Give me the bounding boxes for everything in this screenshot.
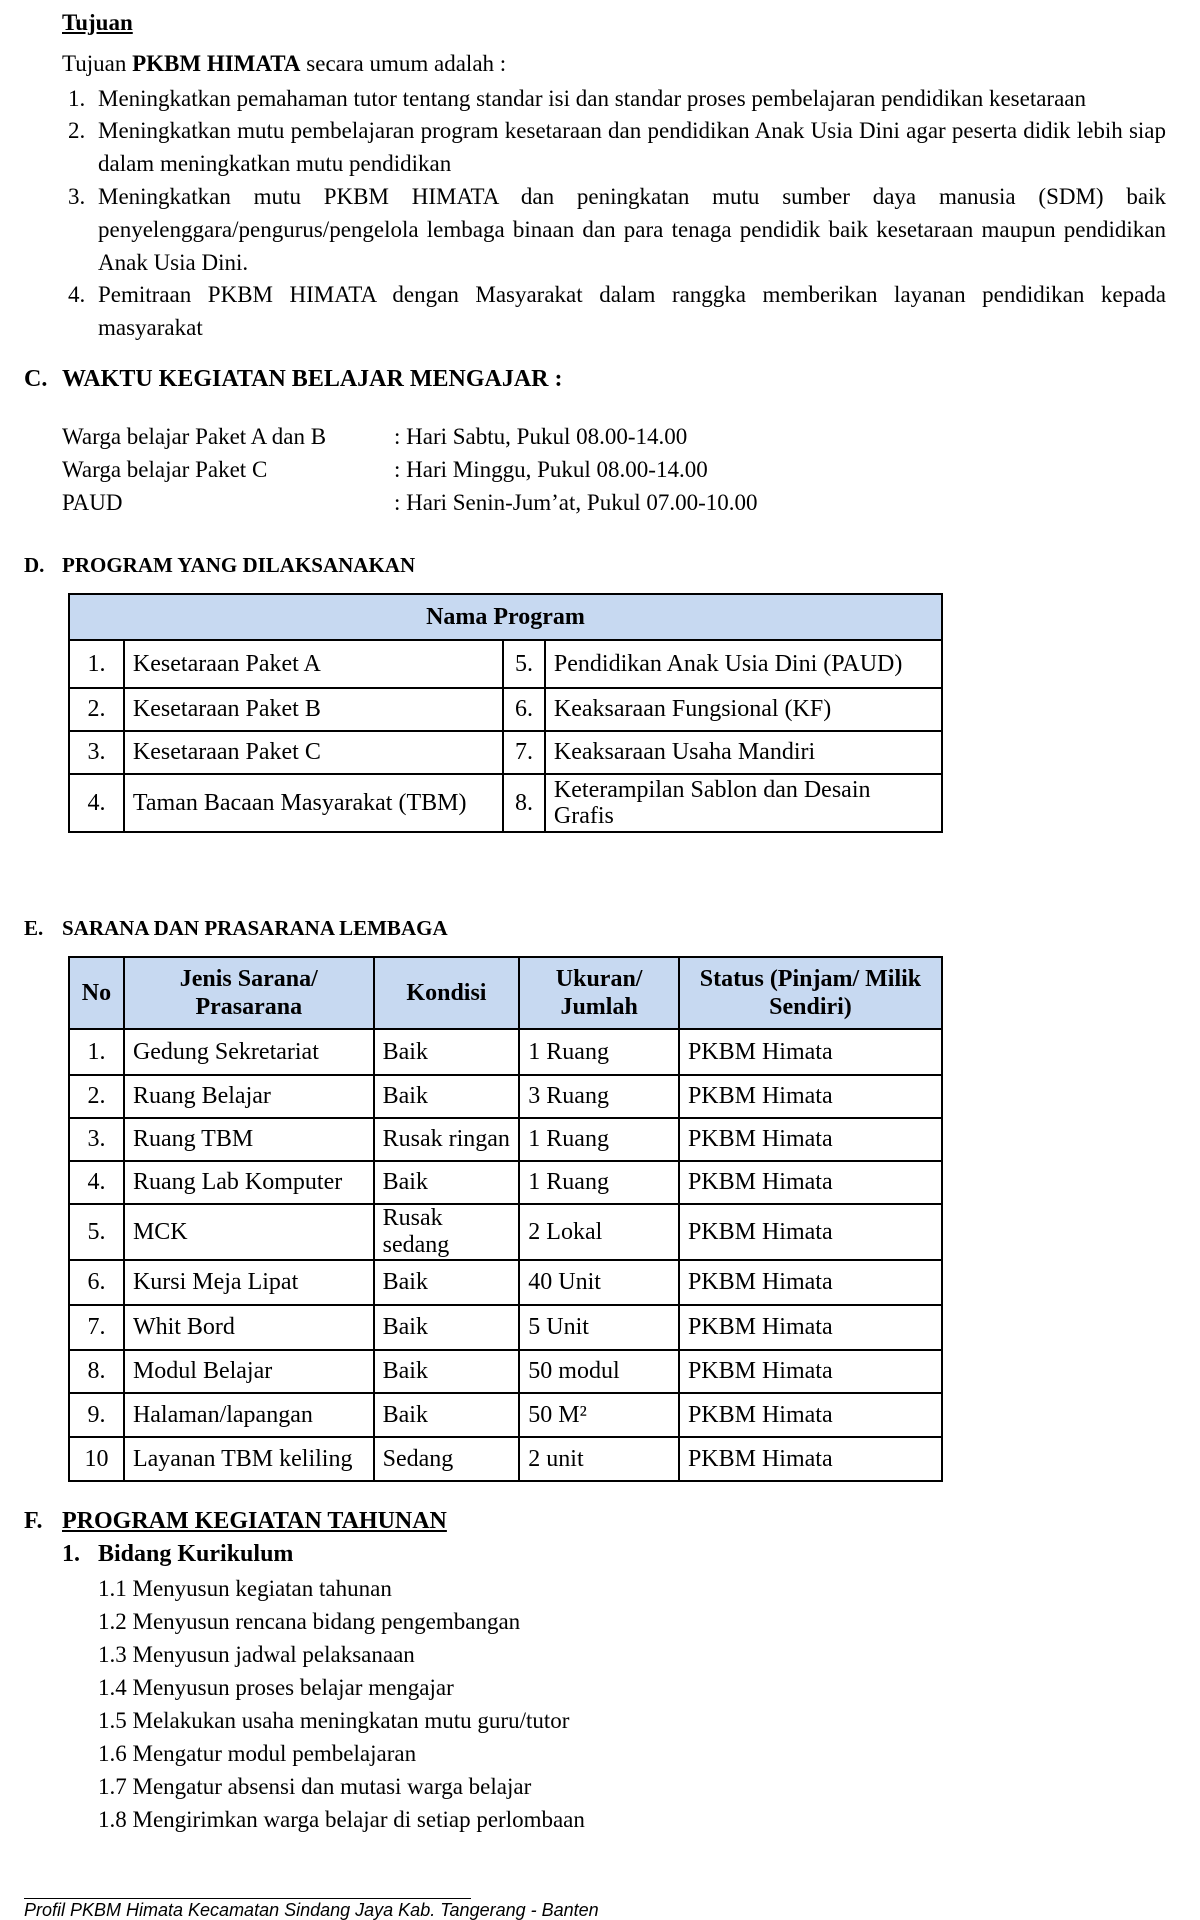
program-num: 4. <box>69 774 124 832</box>
program-num: 3. <box>69 731 124 774</box>
table-row <box>69 1118 942 1161</box>
program-name: Pendidikan Anak Usia Dini (PAUD) <box>545 640 942 688</box>
cell-ukuran: 5 Unit <box>519 1305 679 1350</box>
cell-kondisi: Baik <box>374 1029 520 1075</box>
table-row <box>69 1305 942 1350</box>
cell-jenis: Kursi Meja Lipat <box>124 1260 374 1305</box>
cell-jenis: Gedung Sekretariat <box>124 1029 374 1075</box>
tujuan-item-text: Pemitraan PKBM HIMATA dengan Masyarakat dalam ranggka memberikan layanan pendidikan kepada masyarakat <box>98 282 1166 340</box>
sarana-letter: E. <box>24 916 44 940</box>
cell-status: PKBM Himata <box>679 1350 942 1393</box>
program-num: 2. <box>69 688 124 731</box>
table-row <box>69 640 942 688</box>
cell-no: 5. <box>69 1204 124 1260</box>
program-table <box>68 593 943 833</box>
cell-status: PKBM Himata <box>679 1118 942 1161</box>
table-row <box>69 1161 942 1204</box>
program-name: Kesetaraan Paket A <box>124 640 503 688</box>
tujuan-heading: Tujuan <box>62 10 133 35</box>
sarana-col-header: Jenis Sarana/ Prasarana <box>124 957 374 1029</box>
cell-no: 7. <box>69 1305 124 1350</box>
sarana-col-header: Kondisi <box>374 957 520 1029</box>
waktu-label: Warga belajar Paket C <box>62 457 268 482</box>
table-row <box>69 1075 942 1118</box>
cell-no: 3. <box>69 1118 124 1161</box>
table-row <box>69 731 942 774</box>
cell-status: PKBM Himata <box>679 1437 942 1481</box>
kegiatan-heading: PROGRAM KEGIATAN TAHUNAN <box>62 1508 447 1534</box>
kegiatan-sub-heading: Bidang Kurikulum <box>98 1541 294 1567</box>
cell-ukuran: 3 Ruang <box>519 1075 679 1118</box>
cell-ukuran: 2 unit <box>519 1437 679 1481</box>
list-item: 1.6 Mengatur modul pembelajaran <box>98 1741 417 1766</box>
tujuan-item-text: Meningkatkan pemahaman tutor tentang standar isi dan standar proses pembelajaran pendidikan kesetaraan <box>98 86 1087 111</box>
cell-status: PKBM Himata <box>679 1204 942 1260</box>
table-row <box>69 774 942 832</box>
table-row <box>69 1437 942 1481</box>
tujuan-intro-pre: Tujuan <box>62 51 133 76</box>
cell-status: PKBM Himata <box>679 1029 942 1075</box>
tujuan-item-text: Meningkatkan mutu PKBM HIMATA dan peningkatan mutu sumber daya manusia (SDM) baik penyelenggara/pengurus/pengelola lembaga binaan dan para tenaga pendidik baik kesetaraan maupun pendidikan Anak Usia Dini. <box>98 184 1166 275</box>
waktu-heading: WAKTU KEGIATAN BELAJAR MENGAJAR : <box>62 366 563 392</box>
cell-ukuran: 2 Lokal <box>519 1204 679 1260</box>
waktu-label: Warga belajar Paket A dan B <box>62 424 327 449</box>
tujuan-item <box>68 82 1166 115</box>
cell-jenis: Modul Belajar <box>124 1350 374 1393</box>
cell-ukuran: 1 Ruang <box>519 1029 679 1075</box>
tujuan-intro <box>62 49 506 79</box>
tujuan-item-num: 4. <box>68 282 86 307</box>
footer-rule <box>24 1898 471 1899</box>
sarana-col-header: No <box>69 957 124 1029</box>
list-item: 1.2 Menyusun rencana bidang pengembangan <box>98 1609 521 1634</box>
tujuan-intro-post: secara umum adalah : <box>300 51 507 76</box>
sarana-col-header: Ukuran/ Jumlah <box>519 957 679 1029</box>
cell-jenis: Ruang Belajar <box>124 1075 374 1118</box>
tujuan-item <box>68 114 1166 180</box>
list-item: 1.1 Menyusun kegiatan tahunan <box>98 1576 392 1601</box>
program-num: 1. <box>69 640 124 688</box>
tujuan-item-num: 1. <box>68 86 86 111</box>
waktu-letter: C. <box>24 366 48 392</box>
table-row <box>69 1393 942 1437</box>
program-name: Keaksaraan Usaha Mandiri <box>545 731 942 774</box>
cell-no: 4. <box>69 1161 124 1204</box>
waktu-value: : Hari Sabtu, Pukul 08.00-14.00 <box>394 424 688 449</box>
list-item: 1.8 Mengirimkan warga belajar di setiap perlombaan <box>98 1807 585 1832</box>
cell-jenis: Ruang Lab Komputer <box>124 1161 374 1204</box>
cell-kondisi: Rusak ringan <box>374 1118 520 1161</box>
cell-jenis: Ruang TBM <box>124 1118 374 1161</box>
tujuan-item <box>68 180 1166 279</box>
cell-kondisi: Baik <box>374 1075 520 1118</box>
tujuan-intro-bold: PKBM HIMATA <box>132 51 301 76</box>
sarana-header-row <box>69 957 942 1029</box>
program-num: 8. <box>503 774 545 832</box>
program-name: Kesetaraan Paket C <box>124 731 503 774</box>
program-name: Keaksaraan Fungsional (KF) <box>545 688 942 731</box>
table-row <box>69 1350 942 1393</box>
cell-no: 8. <box>69 1350 124 1393</box>
table-row <box>69 1204 942 1260</box>
waktu-label: PAUD <box>62 490 123 515</box>
cell-no: 6. <box>69 1260 124 1305</box>
cell-ukuran: 1 Ruang <box>519 1161 679 1204</box>
waktu-value: : Hari Minggu, Pukul 08.00-14.00 <box>394 457 708 482</box>
program-name: Taman Bacaan Masyarakat (TBM) <box>124 774 503 832</box>
program-num: 5. <box>503 640 545 688</box>
table-row <box>69 1029 942 1075</box>
cell-kondisi: Baik <box>374 1393 520 1437</box>
cell-status: PKBM Himata <box>679 1305 942 1350</box>
cell-ukuran: 40 Unit <box>519 1260 679 1305</box>
program-num: 7. <box>503 731 545 774</box>
program-heading: PROGRAM YANG DILAKSANAKAN <box>62 553 416 577</box>
cell-status: PKBM Himata <box>679 1075 942 1118</box>
cell-jenis: Whit Bord <box>124 1305 374 1350</box>
waktu-value: : Hari Senin-Jum’at, Pukul 07.00-10.00 <box>394 490 758 515</box>
program-name: Kesetaraan Paket B <box>124 688 503 731</box>
cell-ukuran: 50 modul <box>519 1350 679 1393</box>
cell-ukuran: 1 Ruang <box>519 1118 679 1161</box>
cell-jenis: Layanan TBM keliling <box>124 1437 374 1481</box>
tujuan-item <box>68 278 1166 344</box>
kegiatan-sub-num: 1. <box>62 1541 80 1567</box>
list-item: 1.7 Mengatur absensi dan mutasi warga belajar <box>98 1774 532 1799</box>
cell-no: 10 <box>69 1437 124 1481</box>
cell-kondisi: Baik <box>374 1305 520 1350</box>
cell-kondisi: Baik <box>374 1161 520 1204</box>
cell-ukuran: 50 M² <box>519 1393 679 1437</box>
table-row <box>69 1260 942 1305</box>
cell-kondisi: Rusak sedang <box>374 1204 520 1260</box>
sarana-heading: SARANA DAN PRASARANA LEMBAGA <box>62 916 448 940</box>
program-name: Keterampilan Sablon dan Desain Grafis <box>545 774 942 832</box>
cell-no: 1. <box>69 1029 124 1075</box>
tujuan-item-num: 3. <box>68 184 86 209</box>
cell-no: 9. <box>69 1393 124 1437</box>
cell-jenis: MCK <box>124 1204 374 1260</box>
cell-kondisi: Baik <box>374 1260 520 1305</box>
table-row <box>69 688 942 731</box>
list-item: 1.5 Melakukan usaha meningkatan mutu guru/tutor <box>98 1708 570 1733</box>
list-item: 1.4 Menyusun proses belajar mengajar <box>98 1675 454 1700</box>
program-num: 6. <box>503 688 545 731</box>
tujuan-item-text: Meningkatkan mutu pembelajaran program kesetaraan dan pendidikan Anak Usia Dini agar peserta didik lebih siap dalam meningkatkan mutu pendidikan <box>98 118 1166 176</box>
tujuan-item-num: 2. <box>68 118 86 143</box>
cell-jenis: Halaman/lapangan <box>124 1393 374 1437</box>
cell-kondisi: Sedang <box>374 1437 520 1481</box>
cell-no: 2. <box>69 1075 124 1118</box>
cell-kondisi: Baik <box>374 1350 520 1393</box>
program-table-header: Nama Program <box>69 594 942 640</box>
program-letter: D. <box>24 553 45 577</box>
cell-status: PKBM Himata <box>679 1260 942 1305</box>
footer-text: Profil PKBM Himata Kecamatan Sindang Jaya Kab. Tangerang - Banten <box>24 1900 599 1920</box>
list-item: 1.3 Menyusun jadwal pelaksanaan <box>98 1642 415 1667</box>
cell-status: PKBM Himata <box>679 1393 942 1437</box>
cell-status: PKBM Himata <box>679 1161 942 1204</box>
sarana-table <box>68 956 943 1482</box>
sarana-col-header: Status (Pinjam/ Milik Sendiri) <box>679 957 942 1029</box>
kegiatan-letter: F. <box>24 1508 43 1534</box>
